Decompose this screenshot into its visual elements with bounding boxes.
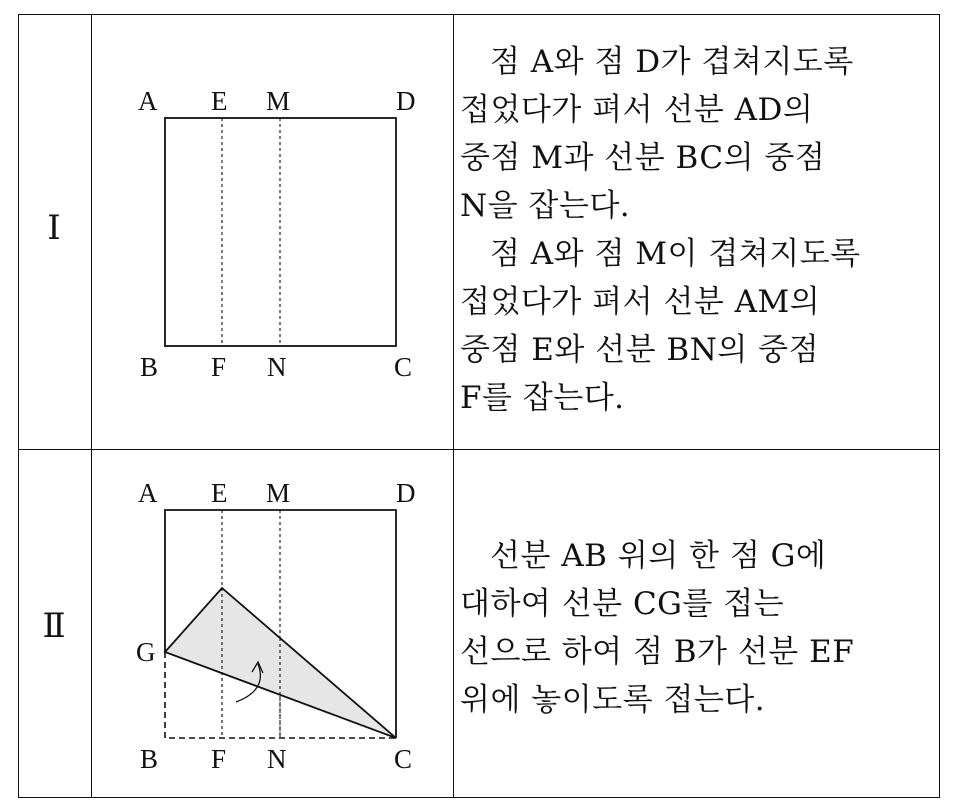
label-n: N	[267, 352, 287, 382]
step-1-line-6: 접었다가 펴서 선분 AM의	[460, 284, 821, 320]
label-d: D	[396, 86, 416, 116]
step-1-line-1: 점 A와 점 D가 겹쳐지도록	[490, 44, 854, 80]
step-2-line-3: 선으로 하여 점 B가 선분 EF	[460, 634, 855, 670]
step-1-line-2: 접었다가 펴서 선분 AD의	[460, 92, 814, 128]
step-1-line-3: 중점 M과 선분 BC의 중점	[460, 140, 826, 176]
step-1-line-8: F를 잡는다.	[460, 380, 625, 416]
step-1-line-5: 점 A와 점 M이 겹쳐지도록	[490, 236, 861, 272]
row-label-2: Ⅱ	[42, 606, 66, 646]
label-g: G	[136, 637, 156, 667]
label-b: B	[140, 352, 159, 382]
label-m: M	[266, 86, 291, 116]
label-f: F	[211, 744, 227, 774]
step-1-line-4: N을 잡는다.	[460, 188, 631, 224]
label-c: C	[394, 744, 413, 774]
label-f: F	[211, 352, 227, 382]
step-2-description	[460, 532, 914, 724]
step-1-line-7: 중점 E와 선분 BN의 중점	[460, 332, 820, 368]
label-b: B	[140, 744, 159, 774]
label-m: M	[266, 478, 291, 508]
label-c: C	[394, 352, 413, 382]
step-2-line-4: 위에 놓이도록 접는다.	[460, 682, 766, 718]
label-e: E	[211, 478, 228, 508]
step-1-description	[460, 38, 914, 422]
row-label-1: Ⅰ	[47, 208, 61, 248]
label-e: E	[211, 86, 228, 116]
step-2-line-1: 선분 AB 위의 한 점 G에	[490, 538, 827, 574]
label-a: A	[138, 86, 158, 116]
label-d: D	[396, 478, 416, 508]
label-a: A	[138, 478, 158, 508]
step-2-line-2: 대하여 선분 CG를 접는	[460, 586, 785, 622]
label-n: N	[267, 744, 287, 774]
